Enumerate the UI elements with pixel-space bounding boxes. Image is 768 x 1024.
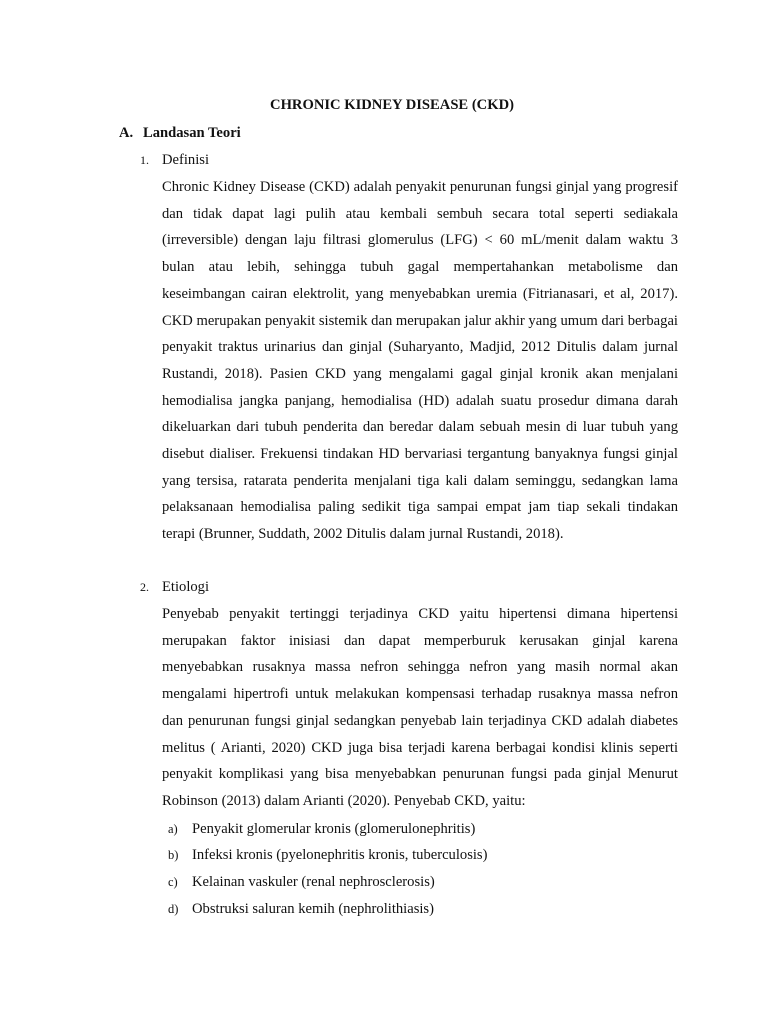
section-label: A.: [119, 125, 134, 141]
item-heading-etiologi: [140, 579, 209, 596]
section-heading: [119, 125, 241, 142]
section-title: Landasan Teori: [143, 125, 241, 141]
list-item: [168, 874, 435, 891]
paragraph-definisi: Chronic Kidney Disease (CKD) adalah penyakit penurunan fungsi ginjal yang progresif dan tidak dapat lagi pulih atau kembali sembuh secara total seperti sediakala (irreversible) dengan laju filtrasi glomerulus (LFG) < 60 mL/menit dalam waktu 3 bulan atau lebih, sehingga tubuh gagal mempertahankan metabolisme dan keseimbangan cairan elektrolit, yang menyebabkan uremia (Fitrianasari, et al, 2017). CKD merupakan penyakit sistemik dan merupakan jalur akhir yang umum dari berbagai penyakit traktus urinarius dan ginjal (Suharyanto, Madjid, 2012 Ditulis dalam jurnal Rustandi, 2018). Pasien CKD yang mengalami gagal ginjal kronik akan menjalani hemodialisa jangka panjang, hemodialisa (HD) adalah suatu prosedur dimana darah dikeluarkan dari tubuh penderita dan beredar dalam sebuah mesin di luar tubuh yang disebut dialiser. Frekuensi tindakan HD bervariasi tergantung banyaknya fungsi ginjal yang tersisa, ratarata penderita menjalani tiga kali dalam seminggu, sedangkan lama pelaksanaan hemodialisa paling sedikit tiga sampai empat jam tiap sekali tindakan terapi (Brunner, Suddath, 2002 Ditulis dalam jurnal Rustandi, 2018).: [162, 179, 678, 543]
document-title: CHRONIC KIDNEY DISEASE (CKD): [270, 97, 514, 113]
item-title: Etiologi: [162, 579, 210, 595]
item-heading-definisi: [140, 152, 209, 169]
list-item-letter: d): [168, 902, 179, 916]
item-number: 2.: [140, 580, 149, 594]
item-title: Definisi: [162, 152, 210, 168]
list-item-text: Obstruksi saluran kemih (nephrolithiasis): [192, 901, 434, 917]
list-item: [168, 847, 487, 864]
item-number: 1.: [140, 153, 149, 167]
list-item: [168, 901, 434, 918]
list-item-letter: b): [168, 848, 179, 862]
paragraph-etiologi: Penyebab penyakit tertinggi terjadinya CKD yaitu hipertensi dimana hipertensi merupakan faktor inisiasi dan dapat memperburuk kerusakan ginjal karena menyebabkan rusaknya massa nefron sehingga nefron yang masih normal akan mengalami hipertrofi untuk melakukan kompensasi terhadap rusaknya massa nefron dan penurunan fungsi ginjal sedangkan penyebab lain terjadinya CKD adalah diabetes melitus ( Arianti, 2020) CKD juga bisa terjadi karena berbagai kondisi klinis seperti penyakit komplikasi yang bisa menyebabkan penurunan fungsi pada ginjal Menurut Robinson (2013) dalam Arianti (2020). Penyebab CKD, yaitu:: [162, 606, 678, 809]
list-item-text: Penyakit glomerular kronis (glomerulonephritis): [192, 821, 476, 837]
list-item-text: Infeksi kronis (pyelonephritis kronis, tuberculosis): [192, 847, 488, 863]
list-item-letter: c): [168, 875, 178, 889]
list-item-letter: a): [168, 822, 178, 836]
list-item: [168, 821, 475, 838]
list-item-text: Kelainan vaskuler (renal nephrosclerosis): [192, 874, 435, 890]
